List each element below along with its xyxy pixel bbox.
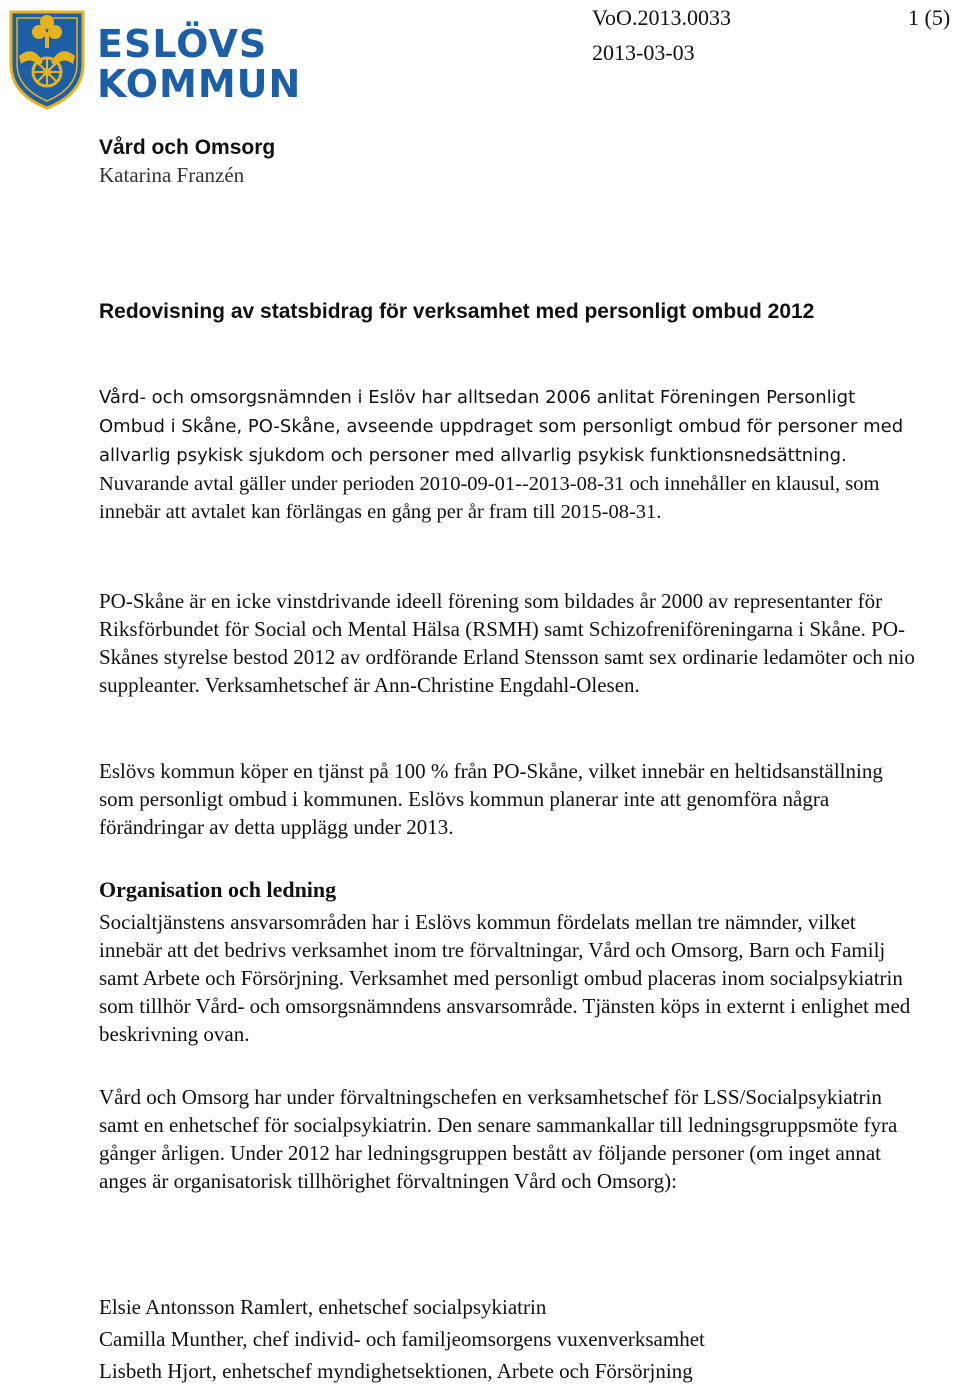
- intro-serif-text: Nuvarande avtal gäller under perioden 2010-09-01--2013-08-31 och innehåller en klausul, som innebär att avtalet kan förlängas en gång per år fram till 2015-08-31.: [99, 473, 880, 523]
- section-heading: Organisation och ledning: [99, 877, 337, 902]
- sender-author: Katarina Franzén: [99, 163, 245, 187]
- list-item: Elsie Antonsson Ramlert, enhetschef socialpsykiatrin: [99, 1295, 547, 1319]
- list-item: Lisbeth Hjort, enhetschef myndighetsektionen, Arbete och Försörjning: [99, 1359, 693, 1383]
- member-list: [99, 1291, 705, 1387]
- kommun-logo: [3, 6, 302, 110]
- sender-department: Vård och Omsorg: [99, 136, 276, 159]
- po-skane-paragraph: PO-Skåne är en icke vinstdrivande ideell förening som bildades år 2000 av representanter för Riksförbundet för Social och Mental Hälsa (RSMH) samt Schizofreniföreningarna i Skåne. PO-Skånes styrelse bestod 2012 av ordförande Erland Stensson samt sex ordinarie ledamöter och nio suppleanter. Verksamhetschef är Ann-Christine Engdahl-Olesen.: [99, 589, 915, 697]
- intro-paragraph: [99, 383, 919, 526]
- document-date: 2013-03-03: [592, 40, 695, 65]
- page-number: 1 (5): [908, 5, 951, 30]
- logo-line-1: ESLÖVS: [97, 22, 268, 66]
- coat-of-arms-icon: [3, 6, 91, 110]
- list-item: Camilla Munther, chef individ- och familjeomsorgens vuxenverksamhet: [99, 1327, 705, 1351]
- intro-sans-text: Vård- och omsorgsnämnden i Eslöv har alltsedan 2006 anlitat Föreningen Personligt Ombud i Skåne, PO-Skåne, avseende uppdraget som personligt ombud för personer med allvarlig psykisk sjukdom och personer med allvarlig psykisk funktionsnedsättning.: [99, 387, 904, 466]
- service-paragraph: Eslövs kommun köper en tjänst på 100 % från PO-Skåne, vilket innebär en heltidsanställning som personligt ombud i kommunen. Eslövs kommun planerar inte att genomföra några förändringar av detta upplägg under 2013.: [99, 759, 883, 839]
- document-title: Redovisning av statsbidrag för verksamhet med personligt ombud 2012: [99, 300, 815, 323]
- document-reference: VoO.2013.0033: [592, 5, 731, 30]
- management-paragraph: Vård och Omsorg har under förvaltningschefen en verksamhetschef för LSS/Socialpsykiatrin samt en enhetschef för socialpsykiatrin. Den senare sammankallar till ledningsgruppsmöte fyra gånger årligen. Under 2012 har ledningsgruppen bestått av följande personer (om inget annat anges är organisatorisk tillhörighet förvaltningen Vård och Omsorg):: [99, 1085, 898, 1193]
- organisation-paragraph: Socialtjänstens ansvarsområden har i Eslövs kommun fördelats mellan tre nämnder, vilket innebär att det bedrivs verksamhet inom tre förvaltningar, Vård och Omsorg, Barn och Familj samt Arbete och Försörjning. Verksamhet med personligt ombud placeras inom socialpsykiatrin som tillhör Vård- och omsorgsnämndens ansvarsområde. Tjänsten köps in externt i enlighet med beskrivning ovan.: [99, 910, 911, 1046]
- logo-wordmark: [97, 24, 301, 104]
- logo-line-2: KOMMUN: [97, 62, 302, 106]
